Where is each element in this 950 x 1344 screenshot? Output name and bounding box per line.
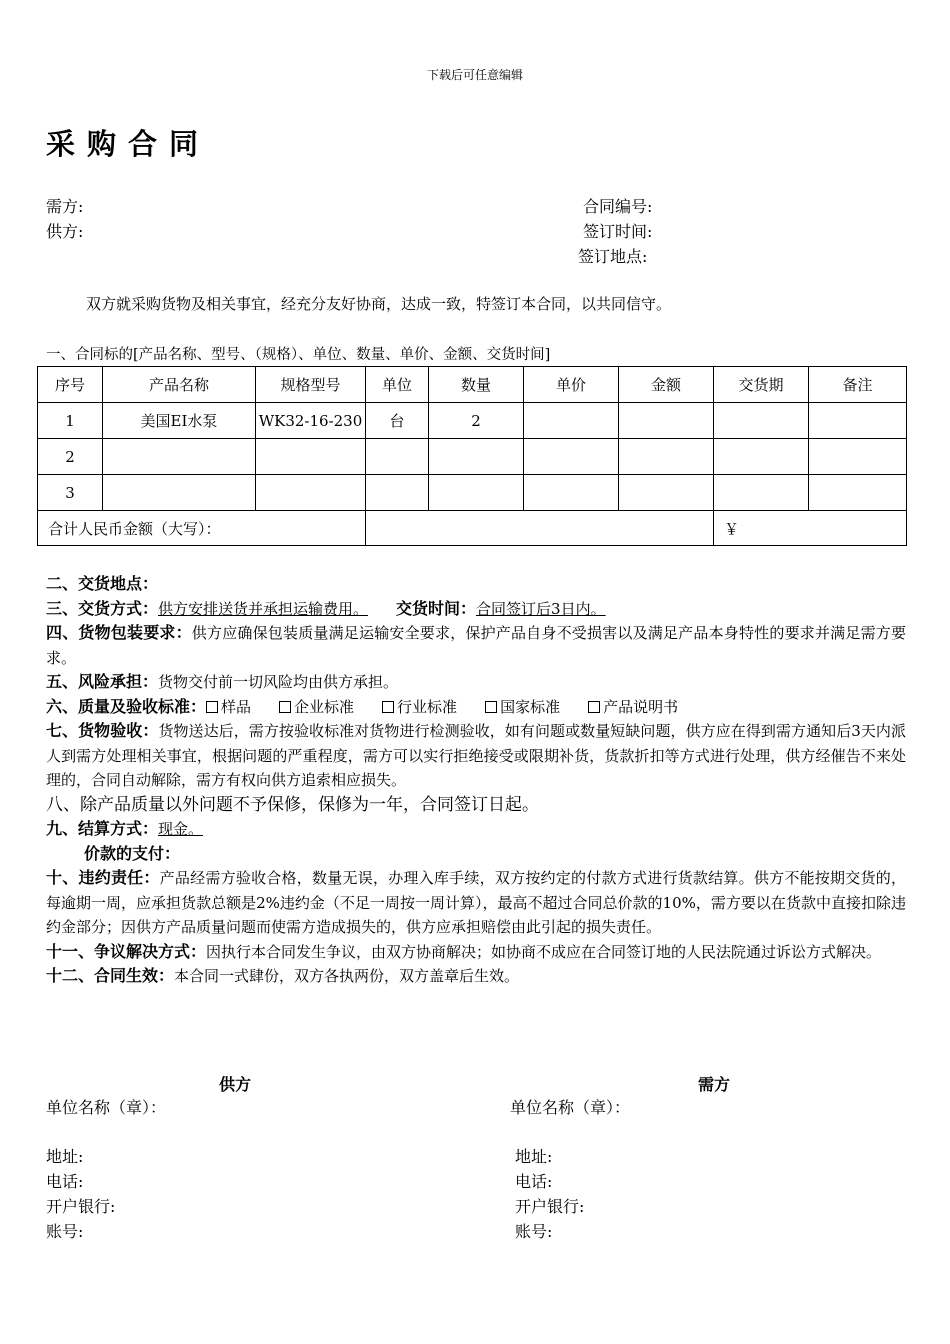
supplier-unit-label: 单位名称（章）： [46,1098,167,1117]
contract-no-label: 合同编号: [583,197,653,216]
table-cell [809,439,907,475]
clause-5-title: 五、风险承担： [46,672,159,691]
delivery-time-title: 交货时间： [396,598,477,618]
checkbox-industry-standard[interactable] [382,701,394,713]
option-label: 样品 [221,697,252,716]
supplier-label: 供方: [46,222,84,241]
table-row [38,475,907,511]
table-cell [524,475,619,511]
settlement-method: 现金。 [158,820,204,838]
table-cell: WK32-16-230 [256,403,366,439]
sign-place-label: 签订地点: [578,247,648,266]
total-label: 合计人民币金额（大写）： [38,511,366,546]
table-cell [809,475,907,511]
clause-5 [46,670,906,695]
clause-11-title: 十一、争议解决方式： [46,941,207,961]
clause-9 [46,817,906,842]
clause-11 [46,940,906,965]
supplier-heading: 供方 [219,1075,252,1094]
clause-3 [46,597,906,622]
table-cell [429,439,524,475]
table-total-row [38,511,907,546]
clause-2-title: 二、交货地点： [46,574,159,593]
checkbox-sample[interactable] [206,701,218,713]
table-cell [619,439,714,475]
total-currency: ￥ [714,511,907,546]
checkbox-product-manual[interactable] [588,701,600,713]
table-cell [256,439,366,475]
clause-6-title: 六、质量及验收标准： [46,696,207,716]
buyer-bank-label: 开户银行: [515,1197,585,1216]
table-cell [619,403,714,439]
table-cell [103,475,256,511]
section1-title: 一、合同标的[产品名称、型号、（规格）、单位、数量、单价、金额、交货时间] [46,347,551,363]
option-label: 产品说明书 [603,697,679,716]
clause-11-text: 因执行本合同发生争议，由双方协商解决；如协商不成应在合同签订地的人民法院通过诉讼方式解决。 [206,942,882,961]
clause-4 [46,621,906,670]
table-row [38,439,907,475]
supplier-bank-label: 开户银行: [46,1197,116,1216]
option-label: 国家标准 [500,697,561,716]
total-amount-words [366,511,714,546]
table-cell [366,439,429,475]
sign-date-label: 签订时间: [583,222,653,241]
table-cell [524,439,619,475]
items-table [37,366,907,546]
clause-10-text: 产品经需方验收合格，数量无误，办理入库手续，双方按约定的付款方式进行货款结算。供方不能按期交货的，每逾期一周，应承担货款总额是2%违约金（不足一周按一周计算），最高不超过合同总价款的10%，需方要以在货款中直接扣除违约金部分；因供方产品质量问题而使需方造成损失的，供方应承担赔偿由此引起的损失责任。 [46,869,906,936]
intro-paragraph: 双方就采购货物及相关事宜，经充分友好协商，达成一致，特签订本合同，以共同信守。 [86,295,672,313]
table-cell [103,439,256,475]
buyer-unit-label: 单位名称（章）： [510,1098,631,1117]
table-cell [809,403,907,439]
clause-4-title: 四、货物包装要求： [46,623,192,642]
clause-5-text: 货物交付前一切风险均由供方承担。 [158,673,399,691]
checkbox-national-standard[interactable] [485,701,497,713]
checkbox-enterprise-standard[interactable] [279,701,291,713]
buyer-address-label: 地址: [515,1147,553,1166]
clause-12-text: 本合同一式肆份，双方各执两份，双方盖章后生效。 [174,967,520,985]
clause-12-title: 十二、合同生效： [46,966,175,985]
table-cell [714,475,809,511]
table-cell: 美国EI水泵 [103,403,256,439]
supplier-account-label: 账号: [46,1222,84,1241]
document-title: 采购合同 [46,127,211,161]
header-cell: 金额 [619,367,714,403]
table-cell [524,403,619,439]
table-cell [429,475,524,511]
clause-8: 八、除产品质量以外问题不予保修，保修为一年，合同签订日起。 [46,794,539,815]
option-label: 行业标准 [397,697,458,716]
table-cell [714,439,809,475]
table-row [38,403,907,439]
delivery-method: 供方安排送货并承担运输费用。 [158,599,369,618]
table-cell: 2 [38,439,103,475]
table-cell [256,475,366,511]
header-cell: 数量 [429,367,524,403]
header-cell: 单价 [524,367,619,403]
table-header-row [38,367,907,403]
header-cell: 备注 [809,367,907,403]
payment-title: 价款的支付： [84,843,181,863]
clause-7-text: 货物送达后，需方按验收标准对货物进行检测验收，如有问题或数量短缺问题，供方应在得到需方通知后3天内派人到需方处理相关事宜，根据问题的严重程度，需方可以实行拒绝接受或限期补货，货款折扣等方式进行处理，供方经催告不来处理的，合同自动解除，需方有权向供方追索相应损失。 [46,722,906,789]
header-note: 下载后可任意编辑 [426,68,523,82]
clause-10-title: 十、违约责任： [46,868,160,887]
delivery-time: 合同签订后3日内。 [476,599,606,618]
clause-9-title: 九、结算方式： [46,819,159,838]
clause-6 [46,695,906,720]
header-cell: 序号 [38,367,103,403]
clause-12 [46,964,906,989]
header-cell: 交货期 [714,367,809,403]
buyer-label: 需方: [46,197,84,216]
clause-3-title: 三、交货方式： [46,598,159,618]
clause-9-payment [46,842,906,867]
option-label: 企业标准 [294,697,355,716]
clause-4-text: 供方应确保包装质量满足运输安全要求，保护产品自身不受损害以及满足产品本身特性的要求并满足需方要求。 [46,624,906,667]
clause-7-title: 七、货物验收： [46,721,159,740]
clause-2 [46,572,906,597]
clause-7 [46,719,906,793]
table-cell [714,403,809,439]
header-cell: 产品名称 [103,367,256,403]
table-cell: 2 [429,403,524,439]
supplier-address-label: 地址: [46,1147,84,1166]
clause-10 [46,866,906,940]
supplier-phone-label: 电话: [46,1172,84,1191]
table-cell [366,475,429,511]
table-cell: 1 [38,403,103,439]
table-cell: 台 [366,403,429,439]
header-cell: 规格型号 [256,367,366,403]
buyer-phone-label: 电话: [515,1172,553,1191]
contract-clauses [46,572,906,989]
buyer-account-label: 账号: [515,1222,553,1241]
table-cell [619,475,714,511]
buyer-heading: 需方 [698,1075,731,1094]
table-cell: 3 [38,475,103,511]
header-cell: 单位 [366,367,429,403]
